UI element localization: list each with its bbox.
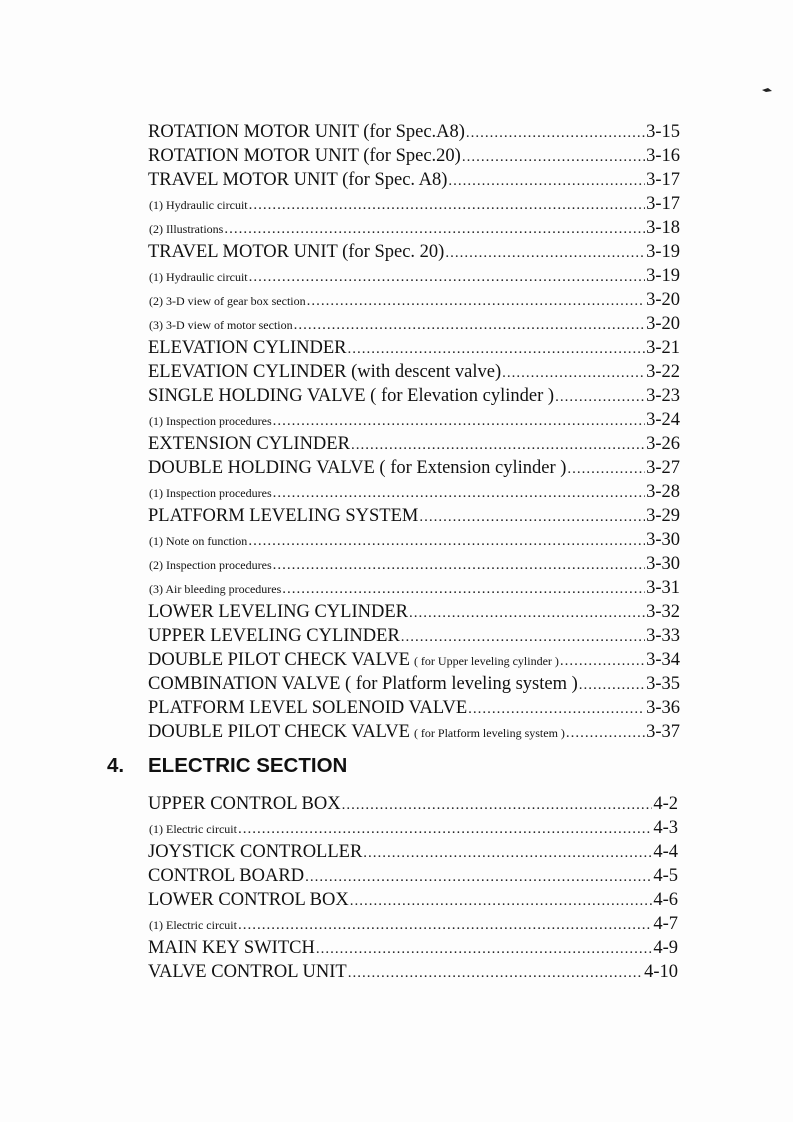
toc-entry-page: 3-32 — [646, 602, 680, 622]
toc-entry-page: 3-28 — [646, 482, 680, 502]
toc-entry-page: 3-15 — [646, 122, 680, 142]
toc-entry — [148, 912, 678, 936]
toc-entry-title: LOWER LEVELING CYLINDER — [148, 602, 408, 622]
toc-entry-page: 3-16 — [646, 146, 680, 166]
toc-entry-page: 3-17 — [646, 170, 680, 190]
toc-entry — [148, 456, 680, 480]
toc-entry — [148, 576, 680, 600]
toc-entry-title: CONTROL BOARD — [148, 866, 305, 886]
dot-leader — [316, 937, 653, 961]
dot-leader — [238, 817, 652, 841]
toc-entry — [148, 216, 680, 240]
dot-leader — [348, 961, 643, 985]
dot-leader — [282, 577, 645, 601]
toc-entry — [148, 648, 680, 672]
toc-entry-title: UPPER CONTROL BOX — [148, 794, 341, 814]
toc-entry — [148, 864, 678, 888]
toc-entry-title: ELEVATION CYLINDER — [148, 338, 347, 358]
toc-entry — [148, 936, 678, 960]
toc-entry-title: ELEVATION CYLINDER (with descent valve) — [148, 362, 502, 382]
toc-entry-page: 3-27 — [646, 458, 680, 478]
toc-entry-page: 3-37 — [646, 722, 680, 742]
toc-entry-title: PLATFORM LEVELING SYSTEM — [148, 506, 419, 526]
toc-entry-page: 3-19 — [646, 242, 680, 262]
dot-leader — [305, 865, 652, 889]
dot-leader — [502, 361, 645, 385]
toc-entry-title: (1) Inspection procedures — [149, 486, 272, 500]
dot-leader — [273, 553, 645, 577]
toc-entry-page: 3-29 — [646, 506, 680, 526]
toc-entry-page: 3-18 — [646, 218, 680, 238]
toc-entry — [148, 816, 678, 840]
toc-entry-page: 4-6 — [653, 890, 678, 910]
toc-entry — [148, 960, 678, 984]
toc-entry-title: SINGLE HOLDING VALVE ( for Elevation cylinder ) — [148, 386, 555, 406]
toc-entry-title: (1) Electric circuit — [149, 822, 237, 836]
toc-entry-title: UPPER LEVELING CYLINDER — [148, 626, 400, 646]
toc-entry-title: (2) 3-D view of gear box section — [149, 294, 306, 308]
dot-leader — [468, 697, 645, 721]
scan-mark — [762, 88, 772, 92]
dot-leader — [249, 265, 645, 289]
toc-entry-page: 3-21 — [646, 338, 680, 358]
toc-entry — [148, 144, 680, 168]
toc-entry — [148, 792, 678, 816]
dot-leader — [249, 193, 645, 217]
toc-entry-suffix: ( for Upper leveling cylinder ) — [413, 654, 559, 668]
toc-entry — [148, 384, 680, 408]
toc-entry-page: 3-35 — [646, 674, 680, 694]
dot-leader — [448, 169, 645, 193]
toc-entry-page: 3-20 — [646, 314, 680, 334]
toc-entry-page: 4-5 — [653, 866, 678, 886]
dot-leader — [224, 217, 645, 241]
toc-entry — [148, 528, 680, 552]
toc-entry-title: (1) Inspection procedures — [149, 414, 272, 428]
toc-entry-title: TRAVEL MOTOR UNIT (for Spec. 20) — [148, 242, 445, 262]
toc-entry-page: 3-31 — [646, 578, 680, 598]
dot-leader — [273, 409, 645, 433]
toc-entry-title: (1) Electric circuit — [149, 918, 237, 932]
dot-leader — [248, 529, 645, 553]
toc-entry — [148, 504, 680, 528]
dot-leader — [350, 889, 653, 913]
toc-entry-title: ROTATION MOTOR UNIT (for Spec.20) — [148, 146, 461, 166]
toc-entry — [148, 336, 680, 360]
toc-entry-title: JOYSTICK CONTROLLER — [148, 842, 363, 862]
dot-leader — [307, 289, 645, 313]
toc-entry-title: ROTATION MOTOR UNIT (for Spec.A8) — [148, 122, 465, 142]
toc-entry — [148, 672, 680, 696]
toc-entry-title: (2) Illustrations — [149, 222, 224, 236]
dot-leader — [419, 505, 645, 529]
toc-entry-page: 3-22 — [646, 362, 680, 382]
toc-entry-page: 3-20 — [646, 290, 680, 310]
dot-leader — [560, 649, 645, 673]
toc-entry-page: 3-33 — [646, 626, 680, 646]
toc-entry — [148, 240, 680, 264]
dot-leader — [348, 337, 646, 361]
toc-entry-title: (2) Inspection procedures — [149, 558, 272, 572]
toc-entry-page: 4-7 — [653, 914, 678, 934]
toc-entry — [148, 888, 678, 912]
dot-leader — [579, 673, 645, 697]
toc-entry-page: 4-4 — [653, 842, 678, 862]
toc-entry — [148, 624, 680, 648]
toc-entry-page: 3-34 — [646, 650, 680, 670]
toc-entry — [148, 480, 680, 504]
toc-entry-page: 3-19 — [646, 266, 680, 286]
dot-leader — [273, 481, 645, 505]
toc-entry-suffix: ( for Platform leveling system ) — [413, 726, 565, 740]
toc-entry — [148, 120, 680, 144]
dot-leader — [401, 625, 645, 649]
toc-entry — [148, 168, 680, 192]
toc-entry — [148, 432, 680, 456]
toc-entry-title: (1) Note on function — [149, 534, 248, 548]
toc-entry-title: VALVE CONTROL UNIT — [148, 962, 347, 982]
toc-entry-title: MAIN KEY SWITCH — [148, 938, 315, 958]
dot-leader — [238, 913, 652, 937]
dot-leader — [294, 313, 645, 337]
toc-entry — [148, 192, 680, 216]
dot-leader — [363, 841, 652, 865]
toc-entry-title: TRAVEL MOTOR UNIT (for Spec. A8) — [148, 170, 448, 190]
toc-entry-page: 3-24 — [646, 410, 680, 430]
toc-entry-title: (1) Hydraulic circuit — [149, 198, 248, 212]
table-of-contents-part1 — [148, 120, 680, 744]
toc-entry-title: (1) Hydraulic circuit — [149, 270, 248, 284]
toc-entry — [148, 720, 680, 744]
toc-entry-page: 4-10 — [644, 962, 678, 982]
dot-leader — [555, 385, 645, 409]
dot-leader — [445, 241, 645, 265]
toc-entry-title: DOUBLE HOLDING VALVE ( for Extension cylinder ) — [148, 458, 567, 478]
toc-entry-page: 3-30 — [646, 530, 680, 550]
dot-leader — [566, 721, 645, 745]
toc-entry-page: 4-2 — [653, 794, 678, 814]
section-number: 4. — [107, 754, 125, 777]
dot-leader — [342, 793, 653, 817]
toc-entry-page: 4-3 — [653, 818, 678, 838]
section-heading — [107, 754, 347, 778]
toc-entry-page: 3-26 — [646, 434, 680, 454]
toc-entry-page: 3-17 — [646, 194, 680, 214]
toc-entry-title: COMBINATION VALVE ( for Platform leveling system ) — [148, 674, 578, 694]
dot-leader — [567, 457, 645, 481]
toc-entry — [148, 840, 678, 864]
toc-entry-page: 4-9 — [653, 938, 678, 958]
toc-entry-page: 3-36 — [646, 698, 680, 718]
dot-leader — [409, 601, 645, 625]
dot-leader — [351, 433, 645, 457]
toc-entry — [148, 600, 680, 624]
dot-leader — [466, 121, 645, 145]
toc-entry — [148, 312, 680, 336]
toc-entry-title: PLATFORM LEVEL SOLENOID VALVE — [148, 698, 468, 718]
toc-entry — [148, 288, 680, 312]
toc-entry-title: DOUBLE PILOT CHECK VALVE — [148, 650, 410, 670]
toc-entry-title: DOUBLE PILOT CHECK VALVE — [148, 722, 410, 742]
toc-entry — [148, 696, 680, 720]
toc-entry — [148, 552, 680, 576]
toc-entry-page: 3-23 — [646, 386, 680, 406]
toc-entry — [148, 264, 680, 288]
toc-entry-page: 3-30 — [646, 554, 680, 574]
toc-entry — [148, 360, 680, 384]
toc-entry-title: LOWER CONTROL BOX — [148, 890, 349, 910]
toc-entry — [148, 408, 680, 432]
dot-leader — [462, 145, 645, 169]
table-of-contents-part2 — [148, 792, 678, 984]
section-title: ELECTRIC SECTION — [148, 754, 348, 777]
toc-entry-title: (3) Air bleeding procedures — [149, 582, 282, 596]
toc-entry-title: EXTENSION CYLINDER — [148, 434, 350, 454]
toc-entry-title: (3) 3-D view of motor section — [149, 318, 293, 332]
